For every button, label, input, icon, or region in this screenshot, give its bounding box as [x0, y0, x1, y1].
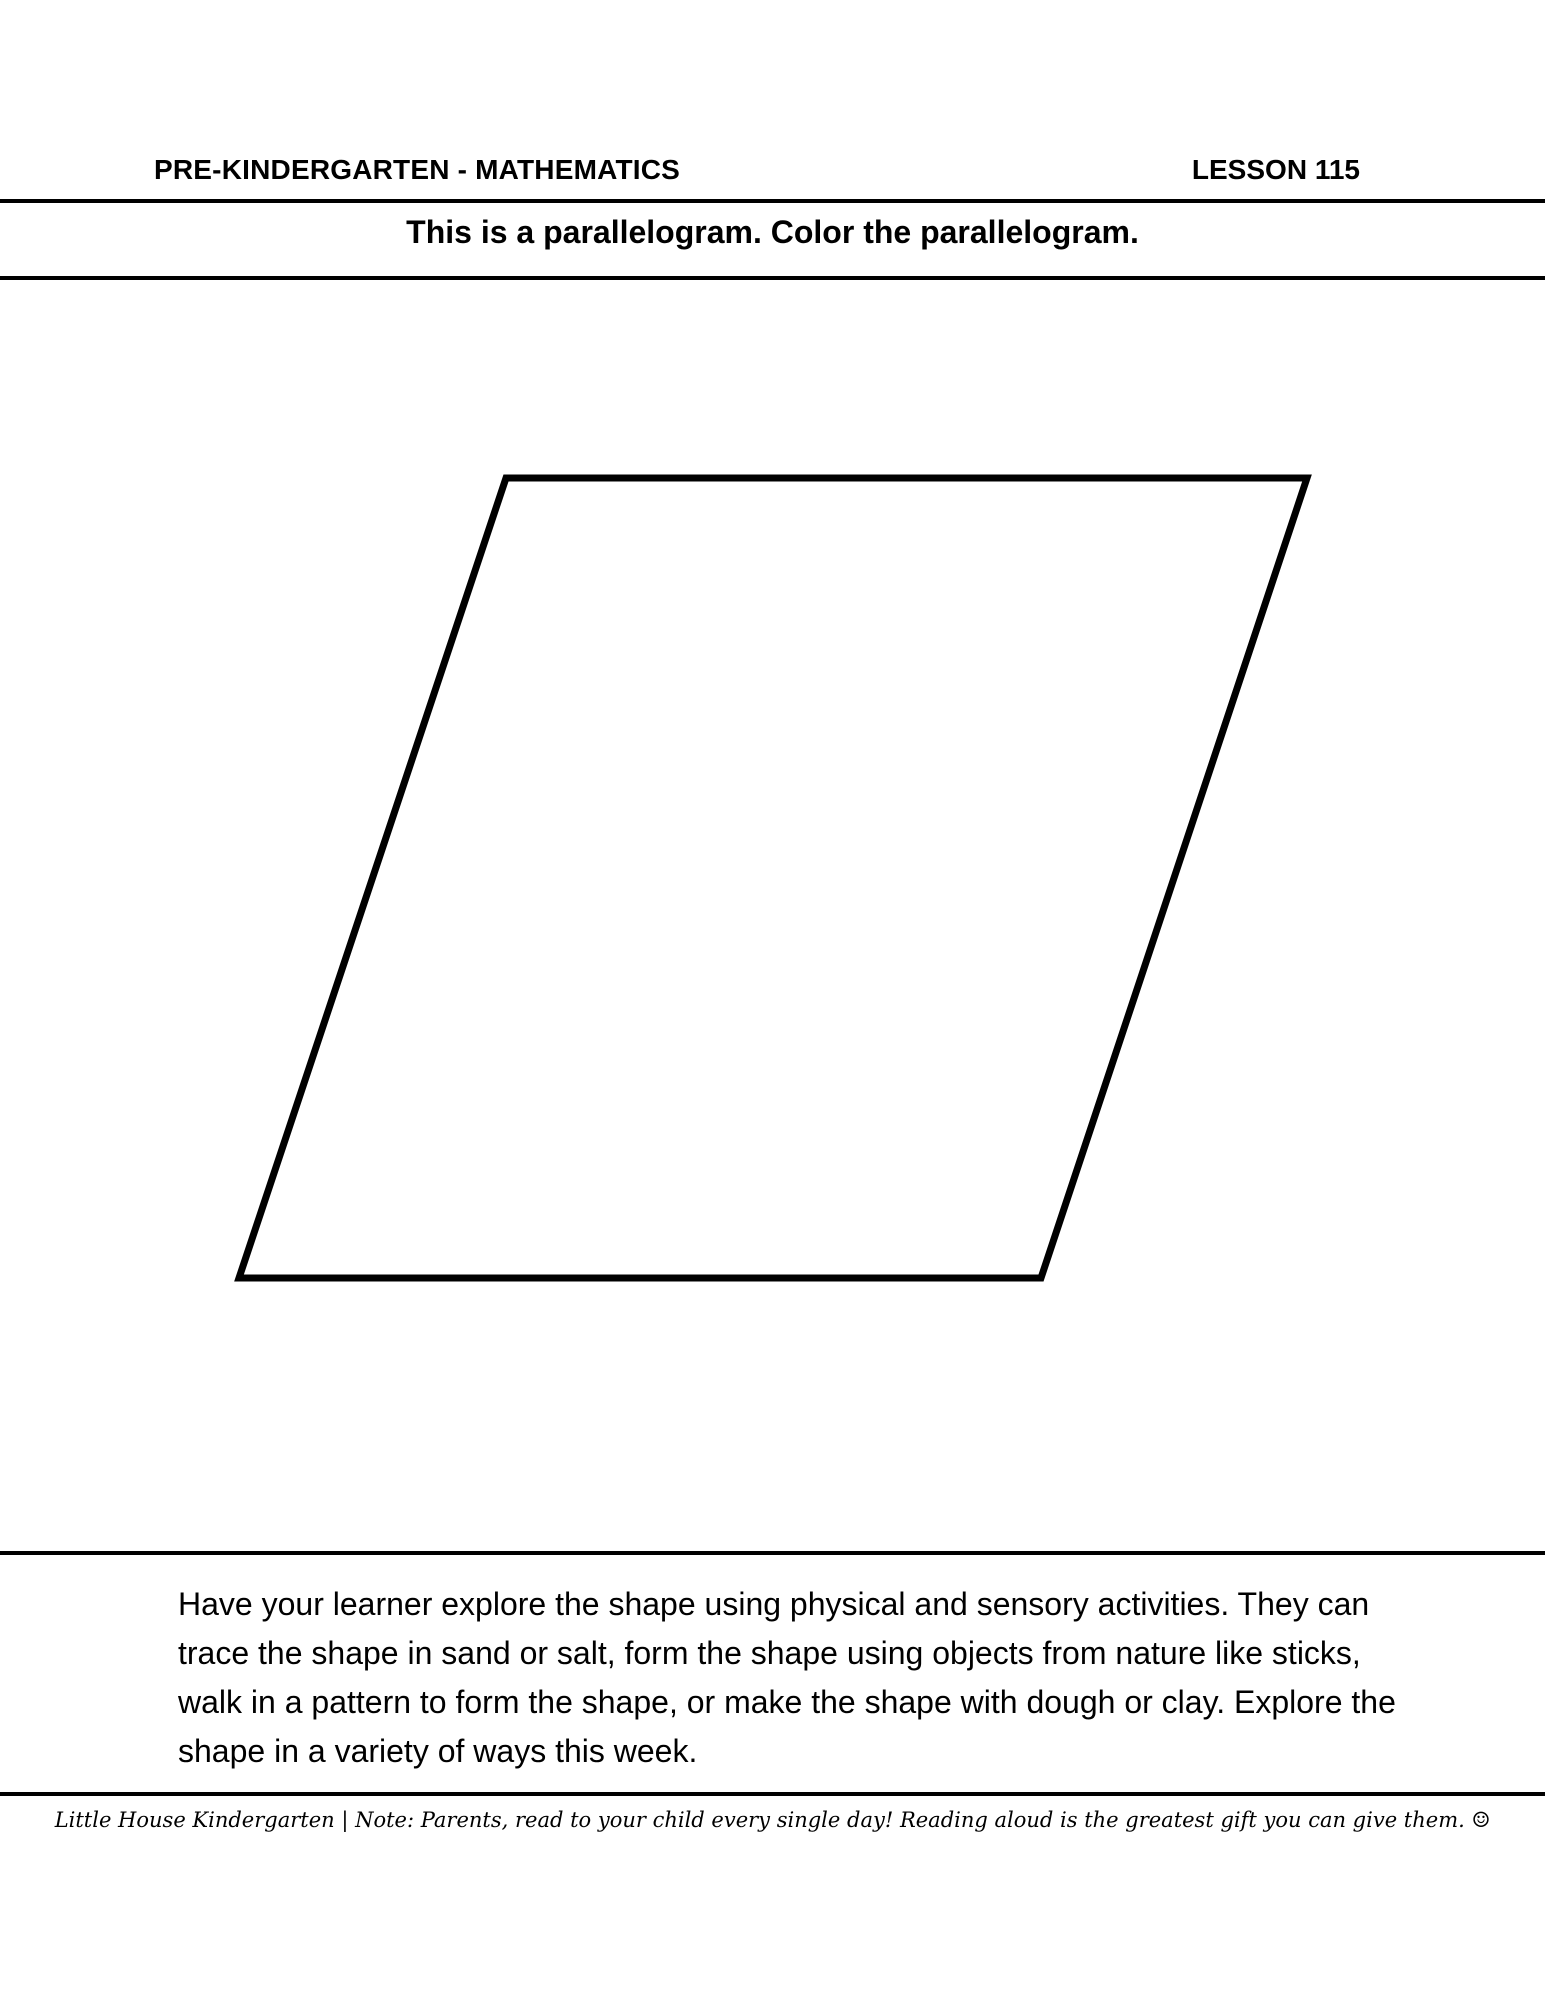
course-title: PRE-KINDERGARTEN - MATHEMATICS — [154, 154, 681, 185]
activity-note: Have your learner explore the shape using physical and sensory activities. They can trace the shape in sand or salt, form the shape using objects from nature like sticks, walk in a pattern to form the shape, or make the shape with dough or clay. Explore the shape in a variety of ways this week. — [178, 1586, 1396, 1769]
instruction-text: This is a parallelogram. Color the parallelogram. — [406, 214, 1139, 250]
note-divider-top — [0, 1551, 1545, 1555]
footer-note: Little House Kindergarten | Note: Parents, read to your child every single day! Reading aloud is the greatest gift you can give them. ☺ — [54, 1808, 1491, 1832]
note-divider-bottom — [0, 1792, 1545, 1796]
lesson-number: LESSON 115 — [1191, 154, 1360, 185]
parallelogram-shape[interactable] — [239, 478, 1307, 1278]
